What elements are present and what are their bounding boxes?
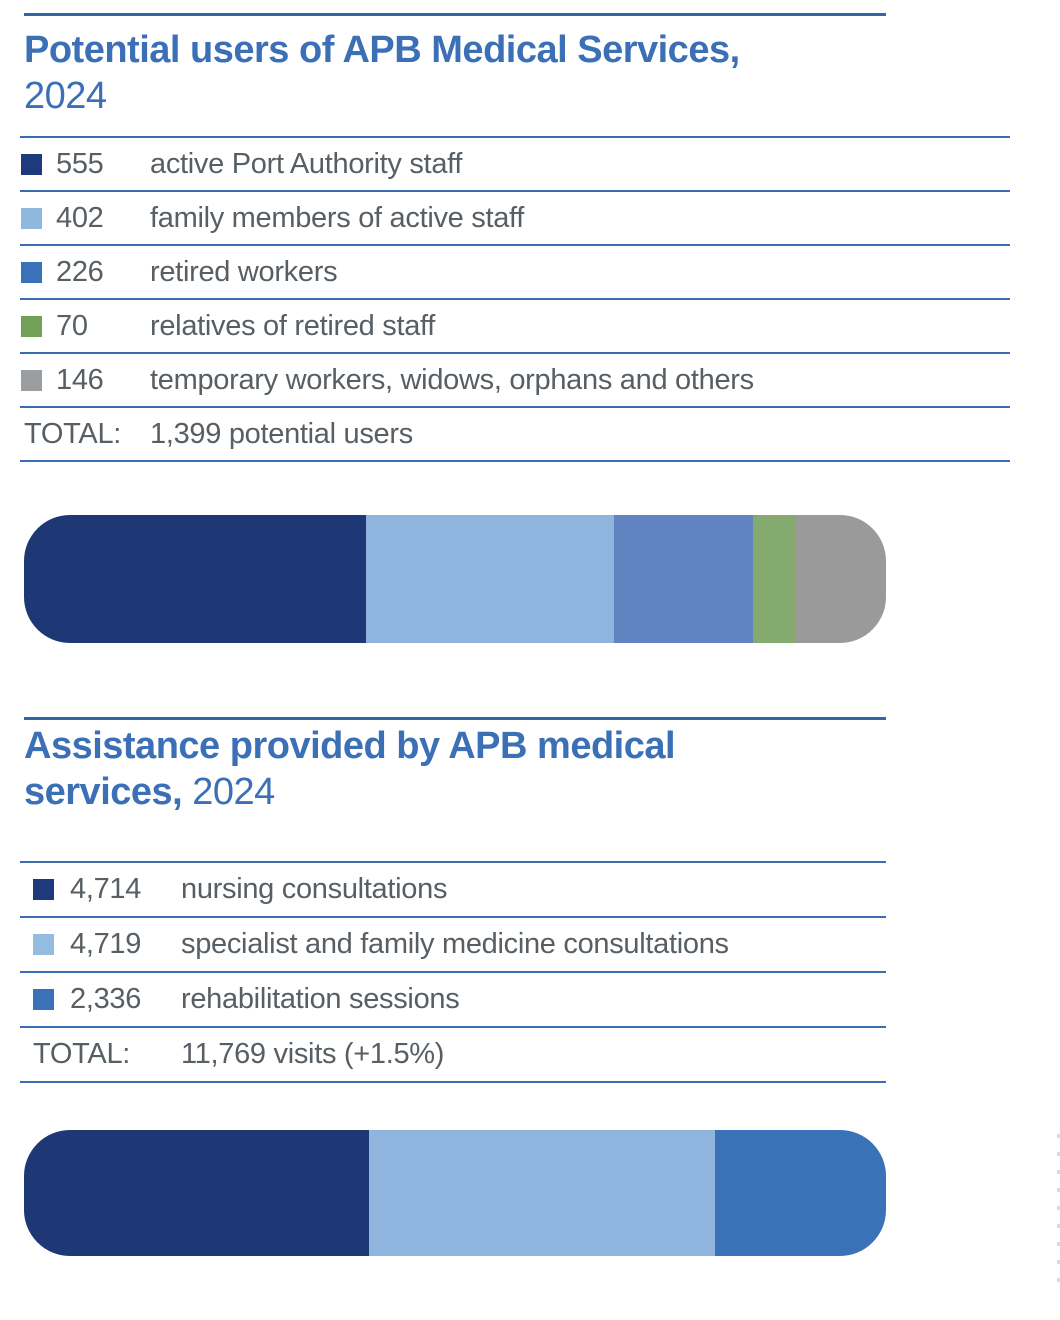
legend-swatch bbox=[21, 316, 42, 337]
total-label: TOTAL: bbox=[33, 1038, 131, 1070]
section-top-rule bbox=[24, 13, 886, 16]
section-1-title bbox=[24, 27, 894, 119]
legend-value: 70 bbox=[56, 309, 88, 342]
bar-segment-1 bbox=[369, 1130, 715, 1256]
legend-row bbox=[20, 298, 1010, 352]
legend-row bbox=[20, 971, 886, 1026]
bar-segment-1 bbox=[366, 515, 614, 643]
legend-row bbox=[20, 352, 1010, 406]
section-1-title-text: Potential users of APB Medical Services, bbox=[24, 29, 740, 71]
legend-swatch bbox=[21, 370, 42, 391]
legend-value: 555 bbox=[56, 147, 104, 180]
legend-swatch bbox=[33, 934, 54, 955]
bar-segment-4 bbox=[796, 515, 886, 643]
total-value: 11,769 visits (+1.5%) bbox=[181, 1038, 445, 1070]
bar-segment-2 bbox=[715, 1130, 886, 1256]
potential-users-stacked-bar bbox=[24, 515, 886, 643]
bar-segment-2 bbox=[614, 515, 753, 643]
legend-label: nursing consultations bbox=[181, 873, 448, 905]
legend-label: retired workers bbox=[150, 255, 338, 288]
potential-users-legend bbox=[20, 136, 1010, 462]
section-2-title bbox=[24, 723, 824, 815]
legend-label: family members of active staff bbox=[150, 201, 525, 234]
total-row bbox=[20, 406, 1010, 462]
assistance-legend bbox=[20, 861, 886, 1083]
legend-value: 226 bbox=[56, 255, 104, 288]
assistance-stacked-bar bbox=[24, 1130, 886, 1256]
legend-value: 402 bbox=[56, 201, 104, 234]
total-label: TOTAL: bbox=[24, 417, 122, 450]
legend-row bbox=[20, 244, 1010, 298]
legend-label: relatives of retired staff bbox=[150, 309, 436, 342]
total-row bbox=[20, 1026, 886, 1083]
legend-row bbox=[20, 861, 886, 916]
legend-row bbox=[20, 916, 886, 971]
legend-swatch bbox=[33, 879, 54, 900]
section-2-title-text-line1: Assistance provided by APB medical bbox=[24, 725, 676, 767]
bar-segment-3 bbox=[753, 515, 796, 643]
legend-swatch bbox=[21, 262, 42, 283]
section-1-title-year: 2024 bbox=[24, 75, 107, 117]
legend-label: active Port Authority staff bbox=[150, 147, 463, 180]
legend-value: 4,719 bbox=[70, 928, 142, 960]
legend-swatch bbox=[33, 989, 54, 1010]
legend-value: 4,714 bbox=[70, 873, 142, 905]
legend-label: temporary workers, widows, orphans and others bbox=[150, 363, 754, 396]
legend-swatch bbox=[21, 208, 42, 229]
legend-row bbox=[20, 136, 1010, 190]
bar-segment-0 bbox=[24, 515, 366, 643]
legend-label: rehabilitation sessions bbox=[181, 983, 460, 1015]
legend-swatch bbox=[21, 154, 42, 175]
legend-value: 2,336 bbox=[70, 983, 142, 1015]
section-2-title-text-line2: services, bbox=[24, 771, 183, 813]
legend-row bbox=[20, 190, 1010, 244]
legend-value: 146 bbox=[56, 363, 104, 396]
total-value: 1,399 potential users bbox=[150, 417, 413, 450]
bar-segment-0 bbox=[24, 1130, 369, 1256]
legend-label: specialist and family medicine consultations bbox=[181, 928, 729, 960]
section-top-rule bbox=[24, 717, 886, 720]
section-2-title-year: 2024 bbox=[192, 771, 275, 813]
